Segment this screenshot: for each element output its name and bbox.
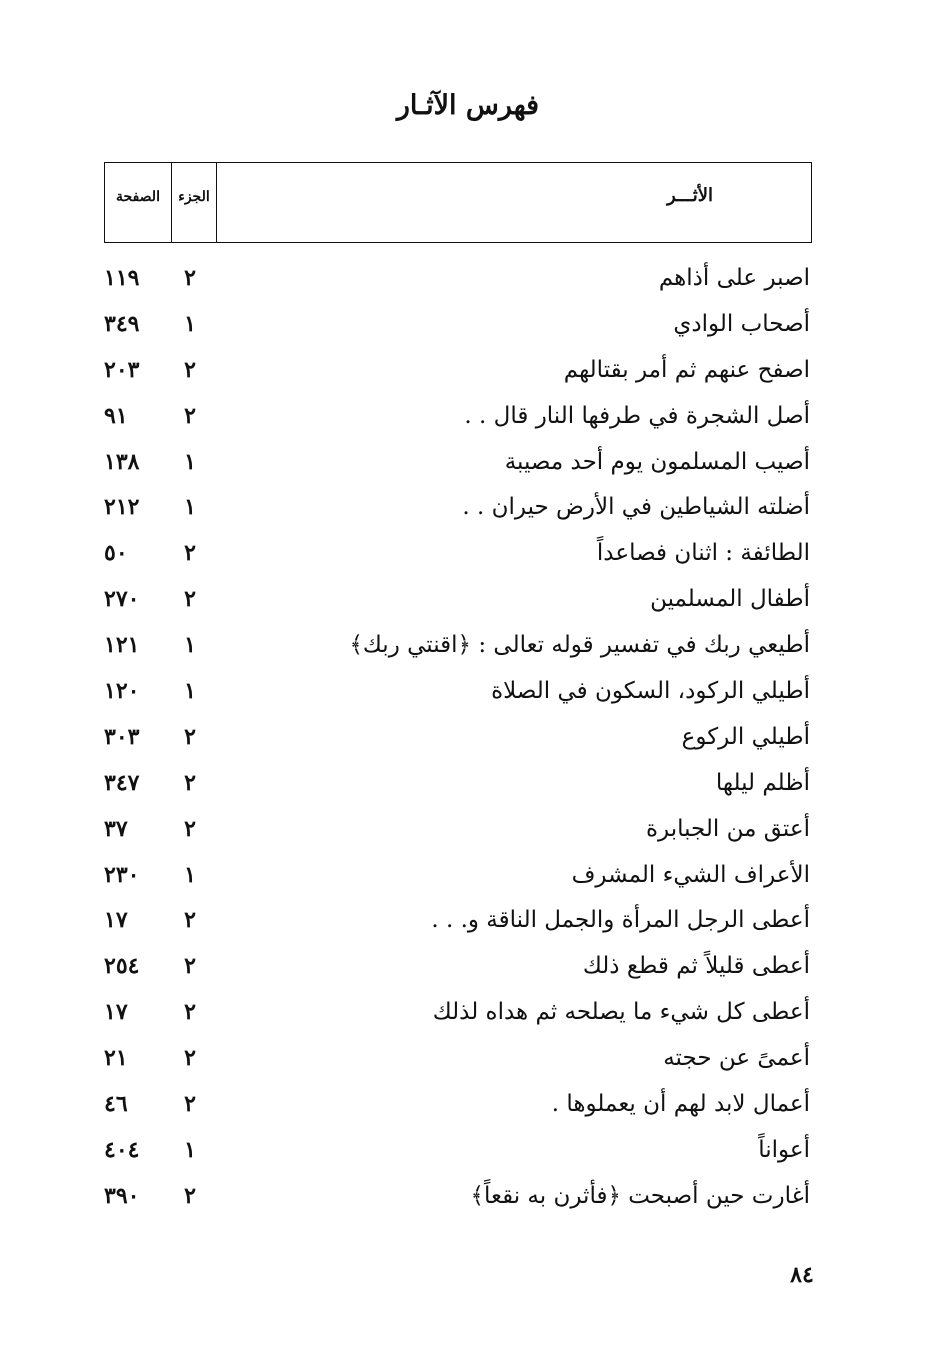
list-item [0,487,936,533]
part-number: ٢ [184,1045,196,1072]
part-number: ٢ [184,769,196,796]
page-reference: ٩١ [104,402,128,429]
part-number: ٢ [184,1091,196,1118]
page-title: فهرس الآثـار [396,90,540,121]
table-header [104,162,812,243]
page-reference: ١٢٠ [104,678,140,705]
athar-text: أطيلي الركود، السكون في الصلاة [491,678,810,705]
page-reference: ١٢١ [104,632,140,659]
header-page: الصفحة [116,189,160,205]
athar-text: أعتق من الجبابرة [645,815,810,842]
athar-text: اصبر على أذاهم [658,265,810,291]
part-number: ١ [184,310,196,337]
page-reference: ٢٥٤ [104,953,140,980]
page-reference: ٢١ [104,1045,128,1072]
athar-text: أعواناً [758,1136,810,1163]
part-number: ٢ [184,815,196,842]
page-reference: ١٣٨ [104,448,140,475]
list-item [0,1130,936,1176]
part-number: ٢ [184,540,196,567]
part-number: ١ [184,1136,196,1163]
page-reference: ١٧ [104,907,128,934]
part-number: ٢ [184,999,196,1026]
athar-text: أضلته الشياطين في الأرض حيران . . [462,494,810,521]
list-item [0,763,936,809]
list-item [0,992,936,1038]
athar-text: أعطى كل شيء ما يصلحه ثم هداه لذلك [432,999,810,1026]
header-athar: الأثـــر [666,185,713,206]
athar-text: الطائفة : اثنان فصاعداً [596,540,810,567]
list-item [0,809,936,855]
athar-text: أطفال المسلمين [650,586,810,613]
list-item [0,900,936,946]
list-item [0,533,936,579]
athar-text: أصحاب الوادي [673,310,810,337]
page-reference: ١٧ [104,999,128,1026]
part-number: ١ [184,494,196,521]
athar-text: أطيلي الركوع [681,723,810,750]
part-number: ٢ [184,723,196,750]
part-number: ٢ [184,1182,196,1209]
athar-text: الأعراف الشيء المشرف [571,861,810,888]
list-item [0,258,936,304]
page-reference: ٣٧ [104,815,128,842]
list-item [0,1176,936,1222]
part-number: ٢ [184,402,196,429]
athar-text: أعطى الرجل المرأة والجمل الناقة و. . . [431,907,810,934]
page-reference: ٢٠٣ [104,356,140,383]
list-item [0,946,936,992]
list-item [0,1084,936,1130]
part-number: ٢ [184,907,196,934]
athar-text: أصيب المسلمون يوم أحد مصيبة [504,448,810,475]
athar-text: أطيعي ربك في تفسير قوله تعالى : ﴿اقنتي ربك﴾ [349,632,810,659]
part-number: ٢ [184,356,196,383]
athar-text: أظلم ليلها [715,769,810,796]
page-reference: ٣٠٣ [104,723,140,750]
list-item [0,717,936,763]
page-reference: ٢١٢ [104,494,140,521]
athar-text: أصل الشجرة في طرفها النار قال . . [464,402,810,429]
part-number: ١ [184,861,196,888]
list-item [0,442,936,488]
page-reference: ٣٤٧ [104,769,140,796]
list-item [0,396,936,442]
part-number: ١ [184,632,196,659]
page-reference: ٣٩٠ [104,1182,140,1209]
part-number: ٢ [184,953,196,980]
page-reference: ٥٠ [104,540,128,567]
list-item [0,671,936,717]
list-item [0,304,936,350]
page-number: ٨٤ [790,1262,814,1288]
athar-text: أغارت حين أصبحت ﴿فأثرن به نقعاً﴾ [470,1182,810,1209]
page-reference: ١١٩ [104,265,140,291]
athar-text: اصفح عنهم ثم أمر بقتالهم [563,356,810,383]
part-number: ١ [184,678,196,705]
list-item [0,855,936,901]
page-reference: ٢٧٠ [104,586,140,613]
page-reference: ٣٤٩ [104,310,140,337]
part-number: ٢ [184,265,196,291]
header-part: الجزء [171,163,217,242]
athar-text: أعمىً عن حجته [663,1045,810,1072]
page-reference: ٤٦ [104,1091,128,1118]
list-item [0,1038,936,1084]
list-item [0,579,936,625]
page-reference: ٢٣٠ [104,861,140,888]
list-item [0,350,936,396]
athar-text: أعمال لابد لهم أن يعملوها . [551,1091,810,1118]
part-number: ٢ [184,586,196,613]
athar-text: أعطى قليلاً ثم قطع ذلك [582,953,810,980]
list-item [0,625,936,671]
index-list [0,258,936,1222]
part-number: ١ [184,448,196,475]
page-reference: ٤٠٤ [104,1136,140,1163]
